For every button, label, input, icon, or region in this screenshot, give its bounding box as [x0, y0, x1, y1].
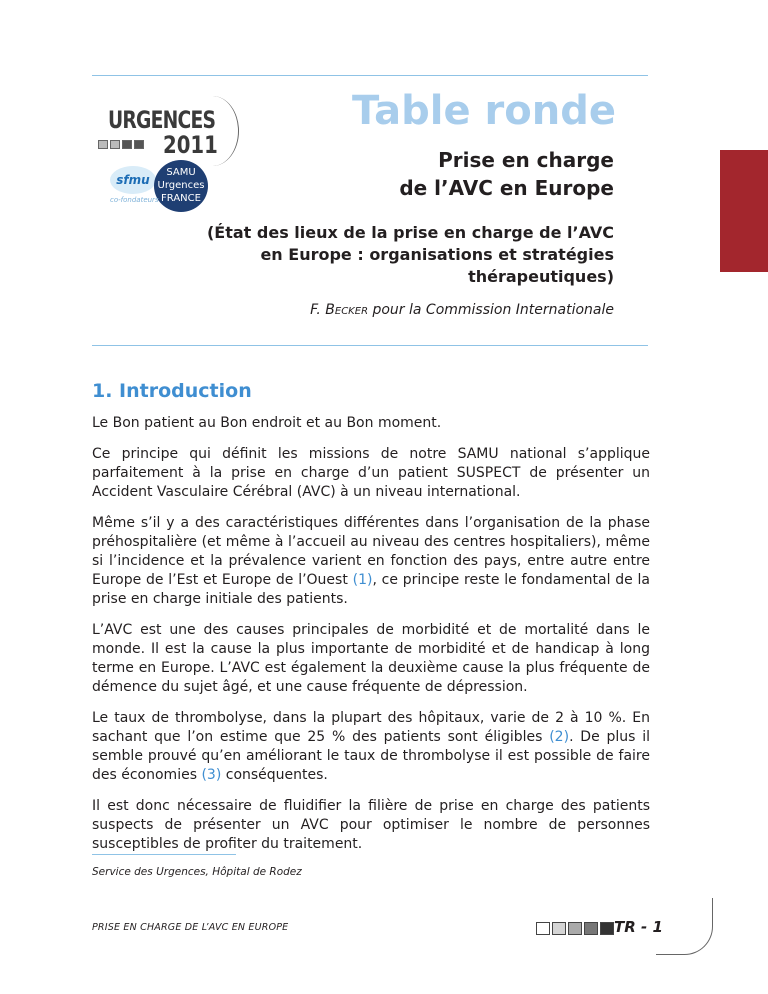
paragraph-5: [92, 709, 650, 785]
body-text: [92, 414, 650, 866]
cofondateurs-label: co-fondateurs: [110, 196, 159, 204]
header-bottom-rule: [92, 345, 648, 346]
footer-squares: [536, 922, 614, 935]
p3-text-b: , ce principe reste le fondamental de la prise en charge initiale des patients.: [92, 572, 650, 607]
author-name: Becker: [325, 302, 369, 318]
logo-title: URGENCES: [108, 106, 216, 134]
p5-text-a: Le taux de thrombolyse, dans la plupart des hôpitaux, varie de 2 à 10 %. En sachant que l’on estime que 25 % des patients sont éligibles: [92, 710, 650, 745]
running-title: PRISE EN CHARGE DE L’AVC EN EUROPE: [92, 922, 289, 933]
author-rest: pour la Commission Internationale: [368, 302, 614, 318]
p5-text-b: . De plus il semble prouvé qu’en améliorant le taux de thrombolyse il est possible de faire des économies: [92, 729, 650, 783]
paragraph-3: [92, 514, 650, 609]
samu-logo: [154, 160, 208, 212]
paragraph-4: L’AVC est une des causes principales de morbidité et de mortalité dans le monde. Il est la cause la plus importante de morbidité et de handicap à long terme en Europe. L’AVC est également la deuxième cause la plus fréquente de démence du sujet âgé, et une cause fréquente de dépression.: [92, 622, 650, 695]
paren-line1: (État des lieux de la prise en charge de l’AVC: [206, 223, 614, 242]
section-heading: 1. Introduction: [92, 380, 252, 402]
author-line: [310, 302, 614, 318]
page-number: TR - 1: [614, 918, 663, 936]
logo-squares: [98, 140, 144, 149]
chapter-tab: [720, 150, 768, 272]
logo-year: 2011: [163, 131, 218, 159]
p3-text-a: Même s’il y a des caractéristiques différentes dans l’organisation de la phase préhospitalière (et même à l’accueil au niveau des centres hospitaliers), même si l’incidence et la prévalence varient en fonction des pays, entre autre entre Europe de l’Est et Europe de l’Ouest: [92, 515, 650, 588]
samu-line1: SAMU: [166, 167, 196, 178]
samu-line3: FRANCE: [161, 193, 201, 204]
urgences-2011-logo: [90, 100, 250, 220]
paren-line2: en Europe : organisations et stratégies: [260, 245, 614, 264]
footnote: Service des Urgences, Hôpital de Rodez: [92, 866, 302, 878]
top-rule: [92, 75, 648, 76]
footnote-rule: [92, 854, 236, 855]
paren-line3: thérapeutiques): [468, 267, 614, 286]
paragraph-6: Il est donc nécessaire de fluidifier la filière de prise en charge des patients suspects de présenter un AVC pour optimiser le nombre de personnes susceptibles de profiter du traitement.: [92, 798, 650, 852]
reference-link[interactable]: (1): [352, 572, 373, 588]
reference-link[interactable]: (3): [201, 767, 222, 783]
page-title: Table ronde: [352, 88, 616, 134]
p5-text-c: conséquentes.: [221, 767, 328, 783]
paragraph-1: Le Bon patient au Bon endroit et au Bon moment.: [92, 415, 442, 431]
logo-arc: [186, 96, 239, 166]
reference-link[interactable]: (2): [549, 729, 570, 745]
sfmu-logo: sfmu: [110, 166, 156, 194]
subtitle-line1: Prise en charge: [438, 148, 614, 172]
subtitle-line2: de l’AVC en Europe: [399, 176, 614, 200]
author-initial: F.: [310, 302, 326, 318]
samu-line2: Urgences: [157, 180, 205, 191]
page-subtitle: [284, 146, 614, 202]
parenthetical-subtitle: [54, 222, 614, 288]
paragraph-2: Ce principe qui définit les missions de notre SAMU national s’applique parfaitement à la prise en charge d’un patient SUSPECT de présenter un Accident Vasculaire Cérébral (AVC) à un niveau international.: [92, 446, 650, 500]
page-arc: [656, 898, 713, 955]
